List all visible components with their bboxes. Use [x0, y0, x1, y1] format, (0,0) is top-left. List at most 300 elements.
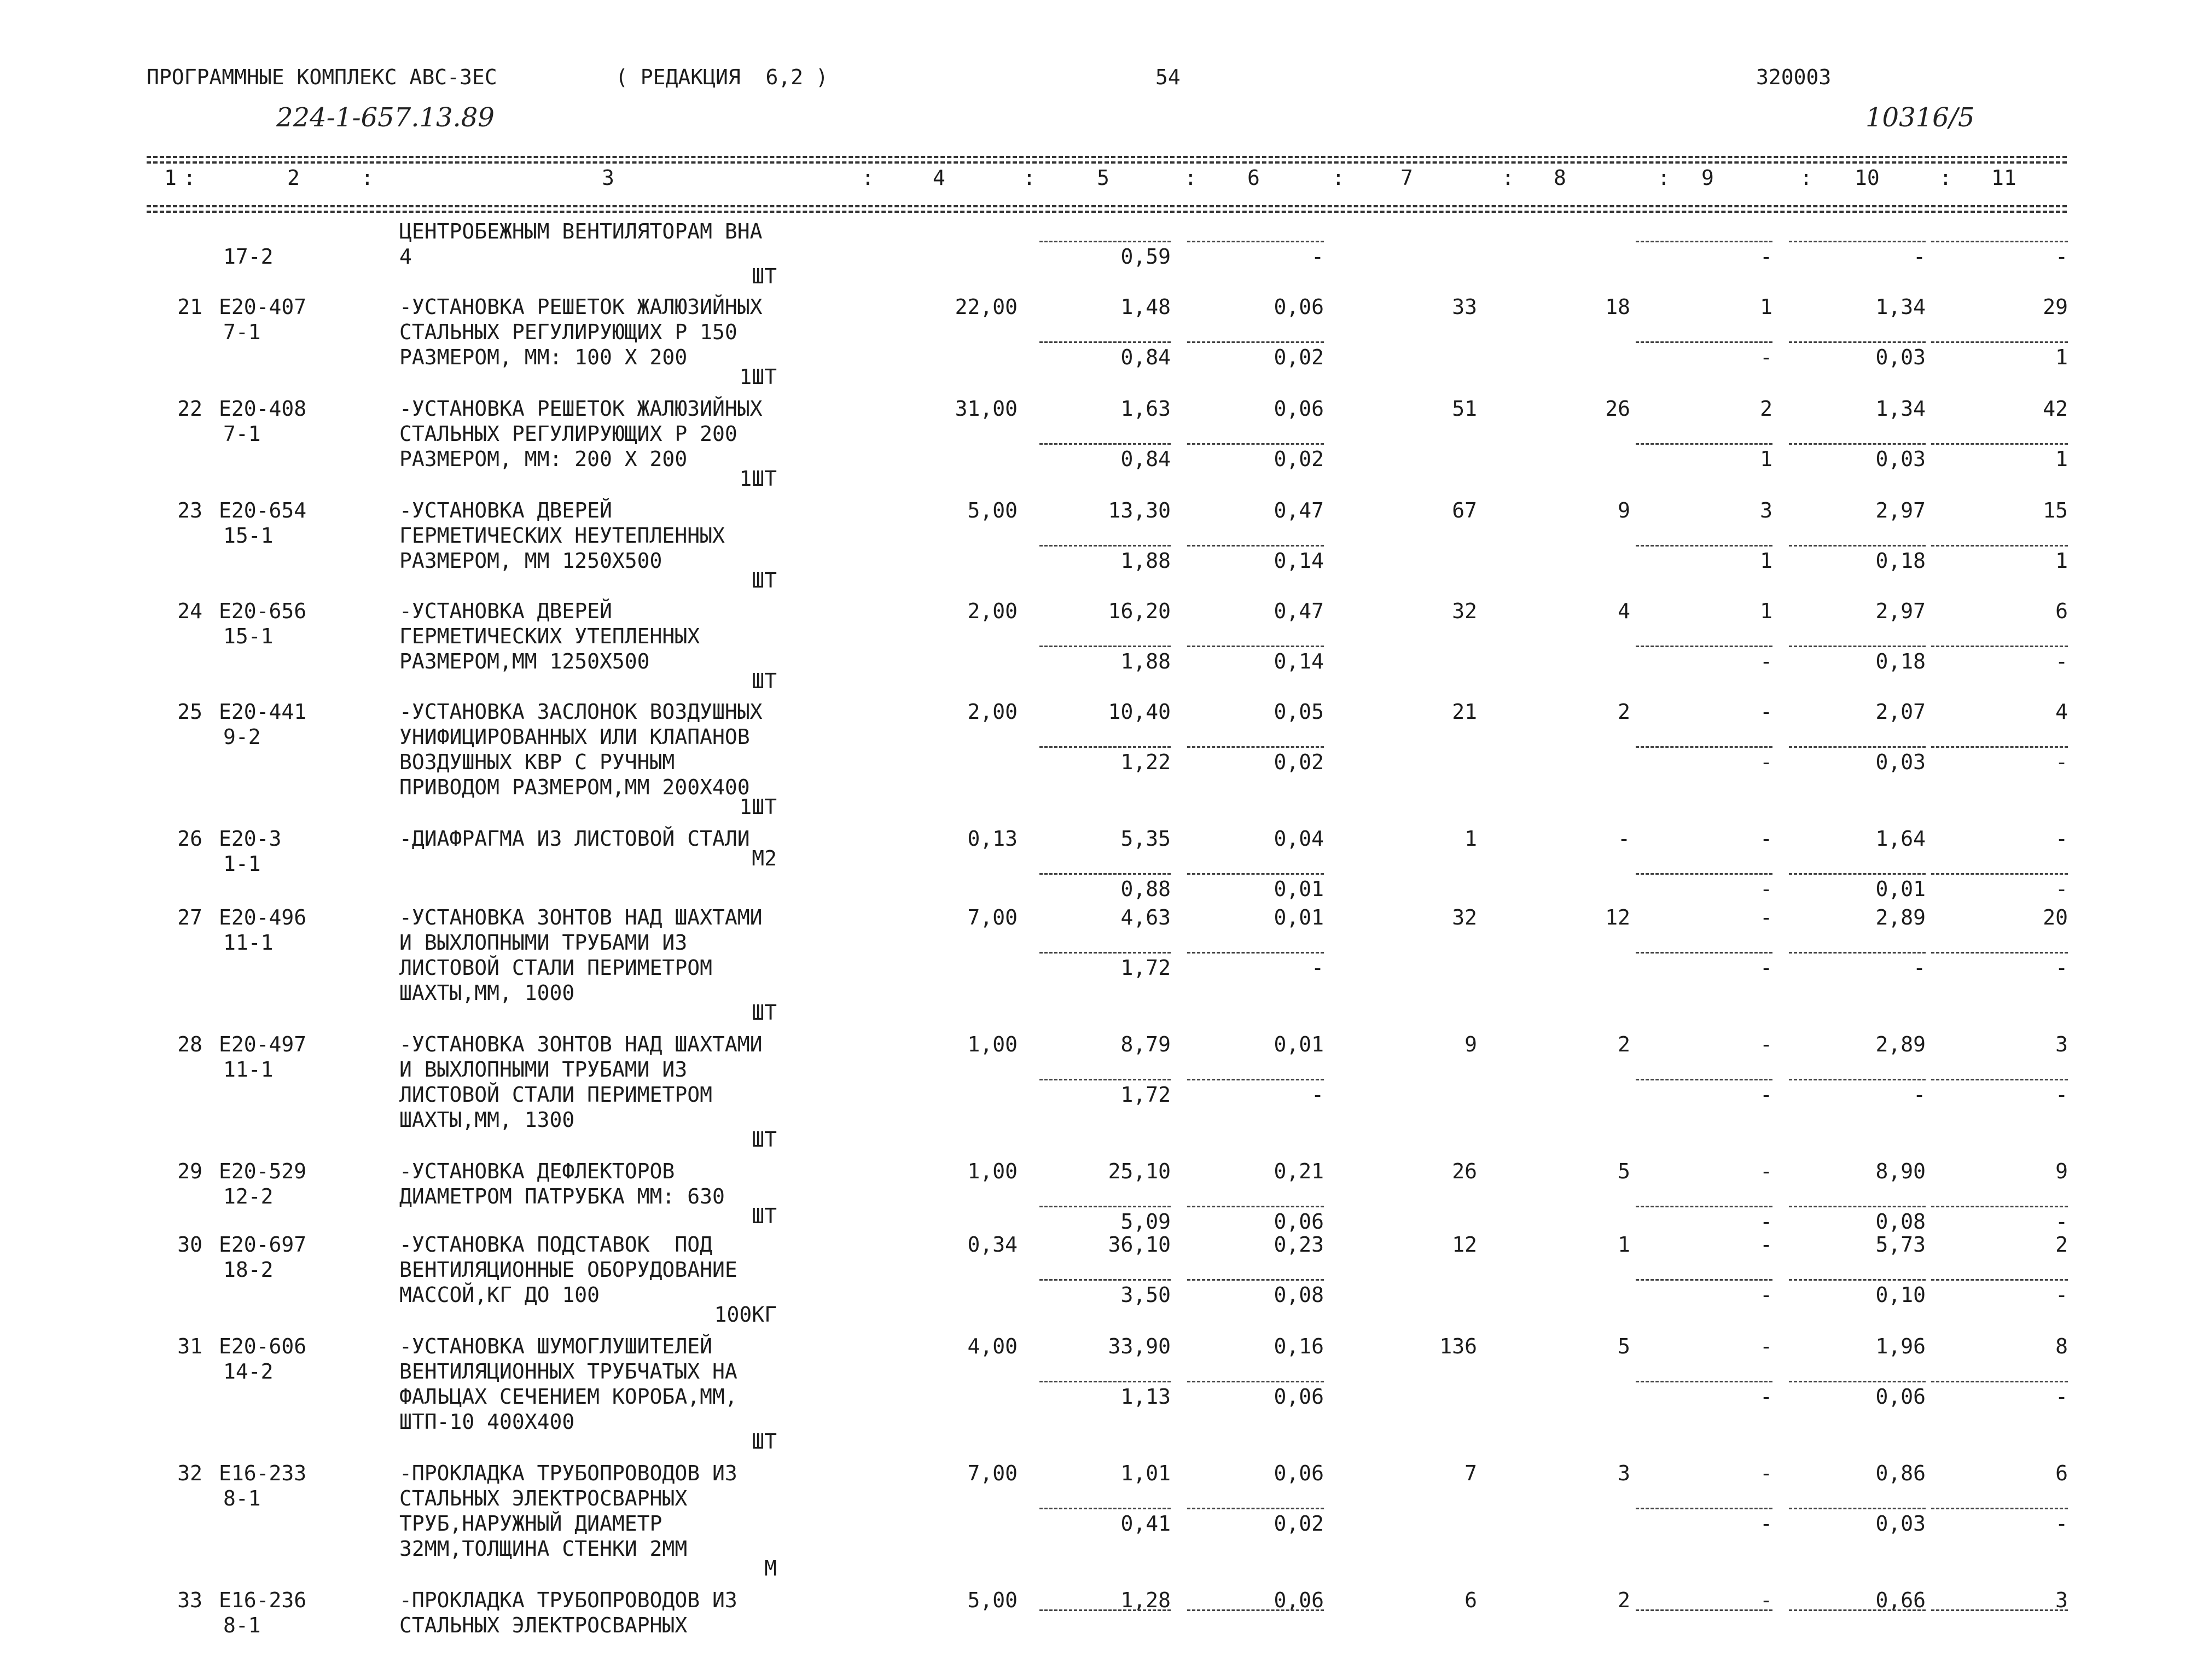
cell-cost-machine-wages: - [1760, 1083, 1772, 1107]
cell-labor-machine-total: - [2055, 1083, 2068, 1107]
column-separator: : [1800, 166, 1812, 190]
cell-labor-total: 6 [2055, 599, 2068, 623]
row-description: -УСТАНОВКА ЗОНТОВ НАД ШАХТАМИ [399, 905, 763, 929]
sub-rule [1636, 1508, 1772, 1509]
cell-labor-unit: 5,73 [1875, 1233, 1926, 1257]
sub-rule [1636, 1279, 1772, 1281]
cell-cost-machine-wages: - [1760, 956, 1772, 980]
row-description: ПРИВОДОМ РАЗМЕРОМ,ММ 200Х400 [399, 775, 750, 799]
row-number: 22 [177, 397, 202, 421]
row-code: Е20-407 [219, 295, 307, 319]
row-description: ДИАМЕТРОМ ПАТРУБКА ММ: 630 [399, 1184, 725, 1208]
row-description: 32ММ,ТОЛЩИНА СТЕНКИ 2ММ [399, 1537, 688, 1561]
row-number: 32 [177, 1461, 202, 1485]
cell-price-wages: 0,59 [1120, 245, 1171, 269]
cell-cost-total: 136 [1439, 1334, 1477, 1358]
row-code-sub: 9-2 [223, 725, 261, 749]
row-code-sub: 11-1 [223, 931, 274, 955]
cell-cost-total: 12 [1452, 1233, 1477, 1257]
code-number: 320003 [1756, 65, 1832, 89]
cell-cost-wages: 18 [1605, 295, 1630, 319]
sub-rule [1636, 646, 1772, 647]
cell-cost-wages: 12 [1605, 905, 1630, 929]
cell-labor-total: 15 [2043, 498, 2068, 522]
cell-cost-total: 67 [1452, 498, 1477, 522]
cell-price-machine: 0,01 [1274, 1032, 1324, 1056]
cell-labor-unit: 1,96 [1875, 1334, 1926, 1358]
row-code: Е20-654 [219, 498, 307, 522]
edition-label: ( РЕДАКЦИЯ 6,2 ) [615, 65, 828, 89]
sub-rule [1931, 646, 2068, 647]
cell-cost-wages: 5 [1618, 1159, 1630, 1183]
row-code: Е20-441 [219, 700, 307, 724]
row-description: РАЗМЕРОМ,ММ 1250Х500 [399, 649, 650, 673]
sub-rule [1039, 746, 1171, 748]
row-code: Е20-408 [219, 397, 307, 421]
sub-rule [1039, 1609, 1171, 1611]
cell-cost-machine: 1 [1760, 599, 1772, 623]
cell-labor-machine-total: 1 [2055, 447, 2068, 471]
row-description: ГЕРМЕТИЧЕСКИХ НЕУТЕПЛЕННЫХ [399, 524, 725, 548]
cell-labor-total: 9 [2055, 1159, 2068, 1183]
cell-quantity: 1,00 [967, 1159, 1018, 1183]
row-description: -УСТАНОВКА ЗАСЛОНОК ВОЗДУШНЫХ [399, 700, 763, 724]
sub-rule [1187, 1079, 1324, 1080]
sub-rule [1187, 1279, 1324, 1281]
row-code: Е20-656 [219, 599, 307, 623]
sub-rule [1789, 1079, 1926, 1080]
cell-cost-machine-wages: - [1760, 345, 1772, 369]
cell-price-wages: 1,88 [1120, 649, 1171, 673]
cell-price-machine: 0,06 [1274, 1461, 1324, 1485]
cell-price-machine: 0,21 [1274, 1159, 1324, 1183]
sub-rule [1789, 873, 1926, 875]
cell-price-machine-wages: 0,02 [1274, 345, 1324, 369]
cell-labor-machine: - [1913, 245, 1926, 269]
sub-rule [1636, 746, 1772, 748]
row-code-sub: 12-2 [223, 1184, 274, 1208]
cell-price-machine: 0,04 [1274, 827, 1324, 851]
sub-rule [1636, 1206, 1772, 1207]
row-description: РАЗМЕРОМ, ММ 1250Х500 [399, 549, 662, 573]
row-code-sub: 8-1 [223, 1486, 261, 1510]
cell-quantity: 2,00 [967, 700, 1018, 724]
sub-rule [1039, 1206, 1171, 1207]
page-number: 54 [1155, 65, 1181, 89]
row-number: 30 [177, 1233, 202, 1257]
row-code: Е20-529 [219, 1159, 307, 1183]
cell-labor-total: 29 [2043, 295, 2068, 319]
cell-cost-wages: 5 [1618, 1334, 1630, 1358]
cell-price-total: 4,63 [1120, 905, 1171, 929]
cell-labor-total: 6 [2055, 1461, 2068, 1485]
sub-rule [1039, 1508, 1171, 1509]
column-separator: : [1184, 166, 1197, 190]
cell-price-machine-wages: 0,08 [1274, 1283, 1324, 1307]
header-bottom-line [147, 205, 2067, 207]
cell-labor-machine: 0,03 [1875, 750, 1926, 774]
column-header-11: 11 [1991, 166, 2016, 190]
sub-rule [1187, 873, 1324, 875]
row-code-sub: 11-1 [223, 1057, 274, 1082]
cell-labor-machine-total: 1 [2055, 345, 2068, 369]
row-description: ШАХТЫ,ММ, 1000 [399, 981, 575, 1005]
cell-price-wages: 3,50 [1120, 1283, 1171, 1307]
cell-quantity: 0,34 [967, 1233, 1018, 1257]
cell-cost-machine: - [1760, 1159, 1772, 1183]
cell-labor-machine-total: - [2055, 1210, 2068, 1234]
row-code: Е20-697 [219, 1233, 307, 1257]
cell-cost-total: 26 [1452, 1159, 1477, 1183]
sub-rule [1789, 545, 1926, 547]
cell-labor-machine: 0,18 [1875, 649, 1926, 673]
cell-cost-machine-wages: - [1760, 877, 1772, 901]
cell-price-machine: 0,23 [1274, 1233, 1324, 1257]
cell-price-machine-wages: 0,01 [1274, 877, 1324, 901]
cell-labor-unit: 0,86 [1875, 1461, 1926, 1485]
sub-rule [1636, 873, 1772, 875]
column-header-1: 1 [164, 166, 177, 190]
row-description: И ВЫХЛОПНЫМИ ТРУБАМИ ИЗ [399, 931, 688, 955]
sub-rule [1636, 1381, 1772, 1382]
sub-rule [1789, 1279, 1926, 1281]
column-separator: : [1939, 166, 1952, 190]
row-description: ВЕНТИЛЯЦИОННЫЕ ОБОРУДОВАНИЕ [399, 1258, 737, 1282]
cell-labor-machine: 0,06 [1875, 1385, 1926, 1409]
cell-cost-machine-wages: 1 [1760, 447, 1772, 471]
cell-cost-machine: - [1760, 1233, 1772, 1257]
row-unit: 1ШТ [739, 365, 777, 389]
row-description: -ПРОКЛАДКА ТРУБОПРОВОДОВ ИЗ [399, 1588, 737, 1612]
sub-rule [1931, 1381, 2068, 1382]
sub-rule [1039, 1381, 1171, 1382]
column-separator: : [183, 166, 196, 190]
row-code-sub: 7-1 [223, 422, 261, 446]
sub-rule [1789, 1508, 1926, 1509]
row-code: Е20-3 [219, 827, 282, 851]
row-number: 26 [177, 827, 202, 851]
row-unit: ШТ [752, 1204, 777, 1228]
sub-rule [1187, 443, 1324, 445]
cell-price-machine: 0,06 [1274, 295, 1324, 319]
cell-cost-total: 6 [1464, 1588, 1477, 1612]
row-description: МАССОЙ,КГ ДО 100 [399, 1283, 600, 1307]
cell-quantity: 31,00 [955, 397, 1018, 421]
header-bottom-line-2 [147, 211, 2067, 213]
sub-rule [1039, 1279, 1171, 1281]
cell-cost-total: 33 [1452, 295, 1477, 319]
cell-labor-machine: - [1913, 1083, 1926, 1107]
cell-labor-machine-total: - [2055, 956, 2068, 980]
column-separator: : [1332, 166, 1345, 190]
row-description: 4 [399, 245, 412, 269]
row-unit: ШТ [752, 1001, 777, 1025]
cell-cost-wages: 4 [1618, 599, 1630, 623]
cell-labor-machine: 0,03 [1875, 447, 1926, 471]
cell-cost-wages: 9 [1618, 498, 1630, 522]
cell-cost-machine: - [1760, 1588, 1772, 1612]
sub-rule [1931, 1079, 2068, 1080]
row-description: ВОЗДУШНЫХ КВР С РУЧНЫМ [399, 750, 675, 774]
cell-labor-machine-total: - [2055, 1385, 2068, 1409]
cell-labor-unit: 1,34 [1875, 397, 1926, 421]
cell-cost-machine-wages: - [1760, 649, 1772, 673]
cell-price-wages: 0,41 [1120, 1512, 1171, 1536]
cell-price-machine-wages: 0,02 [1274, 1512, 1324, 1536]
cell-cost-total: 32 [1452, 905, 1477, 929]
cell-labor-total: 2 [2055, 1233, 2068, 1257]
cell-price-total: 33,90 [1108, 1334, 1171, 1358]
row-description: ШТП-10 400Х400 [399, 1410, 575, 1434]
cell-labor-unit: 1,34 [1875, 295, 1926, 319]
row-description: РАЗМЕРОМ, ММ: 100 Х 200 [399, 345, 688, 369]
cell-price-machine-wages: 0,02 [1274, 750, 1324, 774]
header-top-line [147, 156, 2067, 158]
row-description: ЛИСТОВОЙ СТАЛИ ПЕРИМЕТРОМ [399, 956, 712, 980]
row-description: ШАХТЫ,ММ, 1300 [399, 1108, 575, 1132]
row-number: 31 [177, 1334, 202, 1358]
cell-labor-machine-total: - [2055, 750, 2068, 774]
cell-labor-total: 3 [2055, 1032, 2068, 1056]
cell-labor-machine-total: - [2055, 1283, 2068, 1307]
cell-price-total: 10,40 [1108, 700, 1171, 724]
row-code: Е20-606 [219, 1334, 307, 1358]
cell-cost-machine: - [1760, 700, 1772, 724]
cell-labor-machine: 0,01 [1875, 877, 1926, 901]
row-code: Е20-496 [219, 905, 307, 929]
row-description: -УСТАНОВКА ДВЕРЕЙ [399, 599, 612, 623]
sub-rule [1931, 341, 2068, 343]
cell-quantity: 2,00 [967, 599, 1018, 623]
cell-labor-machine: 0,18 [1875, 549, 1926, 573]
row-description: -УСТАНОВКА ЗОНТОВ НАД ШАХТАМИ [399, 1032, 763, 1056]
cell-cost-wages: - [1618, 827, 1630, 851]
cell-labor-machine-total: 1 [2055, 549, 2068, 573]
cell-price-total: 1,48 [1120, 295, 1171, 319]
sub-rule [1039, 545, 1171, 547]
sub-rule [1931, 873, 2068, 875]
cell-cost-machine: - [1760, 905, 1772, 929]
cell-cost-machine-wages: - [1760, 1385, 1772, 1409]
row-description: ВЕНТИЛЯЦИОННЫХ ТРУБЧАТЫХ НА [399, 1359, 737, 1383]
cell-quantity: 7,00 [967, 905, 1018, 929]
sub-rule [1187, 241, 1324, 242]
row-description: СТАЛЬНЫХ РЕГУЛИРУЮЩИХ Р 150 [399, 320, 737, 344]
row-number: 21 [177, 295, 202, 319]
column-header-8: 8 [1554, 166, 1566, 190]
sub-rule [1789, 443, 1926, 445]
cell-quantity: 22,00 [955, 295, 1018, 319]
program-title: ПРОГРАММНЫЕ КОМПЛЕКС АВС-3ЕС [147, 65, 497, 89]
sub-rule [1931, 545, 2068, 547]
sub-rule [1636, 1609, 1772, 1611]
cell-cost-machine: - [1760, 1461, 1772, 1485]
row-code-sub: 8-1 [223, 1613, 261, 1637]
sub-rule [1931, 443, 2068, 445]
cell-cost-total: 21 [1452, 700, 1477, 724]
cell-price-machine: 0,01 [1274, 905, 1324, 929]
cell-cost-wages: 2 [1618, 1588, 1630, 1612]
sub-rule [1789, 746, 1926, 748]
row-description: УНИФИЦИРОВАННЫХ ИЛИ КЛАПАНОВ [399, 725, 750, 749]
cell-price-machine: 0,05 [1274, 700, 1324, 724]
sub-rule [1187, 1508, 1324, 1509]
cell-cost-machine: - [1760, 1334, 1772, 1358]
cell-cost-machine: 2 [1760, 397, 1772, 421]
cell-price-total: 16,20 [1108, 599, 1171, 623]
cell-cost-total: 51 [1452, 397, 1477, 421]
cell-cost-total: 7 [1464, 1461, 1477, 1485]
row-number: 28 [177, 1032, 202, 1056]
cell-price-total: 25,10 [1108, 1159, 1171, 1183]
cell-labor-unit: 0,66 [1875, 1588, 1926, 1612]
cell-labor-unit: 1,64 [1875, 827, 1926, 851]
cell-price-machine-wages: 0,14 [1274, 649, 1324, 673]
row-unit: М2 [752, 846, 777, 870]
cell-cost-wages: 1 [1618, 1233, 1630, 1257]
cell-price-wages: 1,72 [1120, 1083, 1171, 1107]
column-header-3: 3 [602, 166, 614, 190]
cell-price-machine-wages: - [1311, 245, 1324, 269]
cell-cost-machine-wages: 1 [1760, 549, 1772, 573]
row-code-sub: 14-2 [223, 1359, 274, 1383]
sub-rule [1636, 1079, 1772, 1080]
row-code-sub: 15-1 [223, 524, 274, 548]
row-unit: 100КГ [714, 1303, 777, 1327]
cell-price-wages: 0,84 [1120, 345, 1171, 369]
row-description: -ПРОКЛАДКА ТРУБОПРОВОДОВ ИЗ [399, 1461, 737, 1485]
row-number: 27 [177, 905, 202, 929]
sub-rule [1187, 646, 1324, 647]
row-code: Е20-497 [219, 1032, 307, 1056]
cell-cost-machine-wages: - [1760, 1283, 1772, 1307]
cell-quantity: 0,13 [967, 827, 1018, 851]
column-header-6: 6 [1247, 166, 1260, 190]
sub-rule [1187, 341, 1324, 343]
row-description: -УСТАНОВКА РЕШЕТОК ЖАЛЮЗИЙНЫХ [399, 295, 763, 319]
row-number: 25 [177, 700, 202, 724]
sub-rule [1187, 952, 1324, 954]
doc-number-handwritten: 224-1-657.13.89 [276, 102, 495, 133]
cell-cost-wages: 3 [1618, 1461, 1630, 1485]
sub-rule [1039, 873, 1171, 875]
sub-rule [1039, 1079, 1171, 1080]
cell-price-machine: 0,47 [1274, 599, 1324, 623]
sub-rule [1636, 545, 1772, 547]
cell-price-machine-wages: 0,06 [1274, 1210, 1324, 1234]
cell-quantity: 5,00 [967, 1588, 1018, 1612]
row-description: -УСТАНОВКА ШУМОГЛУШИТЕЛЕЙ [399, 1334, 712, 1358]
sub-rule [1039, 646, 1171, 647]
sub-rule [1931, 952, 2068, 954]
cell-price-machine-wages: 0,06 [1274, 1385, 1324, 1409]
cell-price-machine: 0,47 [1274, 498, 1324, 522]
column-separator: : [1023, 166, 1036, 190]
row-description: И ВЫХЛОПНЫМИ ТРУБАМИ ИЗ [399, 1057, 688, 1082]
row-description: СТАЛЬНЫХ ЭЛЕКТРОСВАРНЫХ [399, 1613, 688, 1637]
cell-price-wages: 1,88 [1120, 549, 1171, 573]
sub-rule [1636, 443, 1772, 445]
cell-cost-machine: 1 [1760, 295, 1772, 319]
column-separator: : [1502, 166, 1514, 190]
cell-labor-unit: 8,90 [1875, 1159, 1926, 1183]
cell-quantity: 1,00 [967, 1032, 1018, 1056]
sub-rule [1789, 341, 1926, 343]
cell-price-wages: 0,88 [1120, 877, 1171, 901]
cell-cost-wages: 26 [1605, 397, 1630, 421]
cell-cost-wages: 2 [1618, 700, 1630, 724]
row-unit: ШТ [752, 1429, 777, 1454]
row-description: -УСТАНОВКА РЕШЕТОК ЖАЛЮЗИЙНЫХ [399, 397, 763, 421]
row-unit: 1ШТ [739, 795, 777, 819]
row-description: ЛИСТОВОЙ СТАЛИ ПЕРИМЕТРОМ [399, 1083, 712, 1107]
sub-rule [1636, 952, 1772, 954]
cell-cost-machine: 3 [1760, 498, 1772, 522]
row-code-sub: 1-1 [223, 852, 261, 876]
column-header-9: 9 [1701, 166, 1714, 190]
cell-labor-total: - [2055, 827, 2068, 851]
cell-quantity: 7,00 [967, 1461, 1018, 1485]
cell-labor-total: 8 [2055, 1334, 2068, 1358]
cell-labor-machine-total: - [2055, 1512, 2068, 1536]
sub-rule [1789, 1206, 1926, 1207]
cell-price-total: 5,35 [1120, 827, 1171, 851]
cell-labor-unit: 2,97 [1875, 599, 1926, 623]
row-code-sub: 18-2 [223, 1258, 274, 1282]
cell-cost-machine: - [1760, 827, 1772, 851]
cell-cost-wages: 2 [1618, 1032, 1630, 1056]
sub-rule [1187, 746, 1324, 748]
column-header-2: 2 [287, 166, 300, 190]
cell-cost-total: 32 [1452, 599, 1477, 623]
cell-price-machine-wages: 0,14 [1274, 549, 1324, 573]
cell-price-total: 13,30 [1108, 498, 1171, 522]
sub-rule [1931, 746, 2068, 748]
cell-labor-total: 3 [2055, 1588, 2068, 1612]
cell-cost-machine-wages: - [1760, 1210, 1772, 1234]
cell-price-wages: 5,09 [1120, 1210, 1171, 1234]
column-header-4: 4 [933, 166, 945, 190]
row-unit: ШТ [752, 1127, 777, 1152]
cell-price-machine-wages: - [1311, 956, 1324, 980]
cell-price-total: 8,79 [1120, 1032, 1171, 1056]
sub-rule [1789, 1381, 1926, 1382]
row-number: 24 [177, 599, 202, 623]
cell-price-wages: 0,84 [1120, 447, 1171, 471]
cell-labor-machine-total: - [2055, 649, 2068, 673]
cell-labor-total: 4 [2055, 700, 2068, 724]
cell-labor-unit: 2,97 [1875, 498, 1926, 522]
row-description: СТАЛЬНЫХ РЕГУЛИРУЮЩИХ Р 200 [399, 422, 737, 446]
cell-price-machine: 0,06 [1274, 397, 1324, 421]
sub-rule [1789, 1609, 1926, 1611]
sub-rule [1931, 1279, 2068, 1281]
cell-price-total: 1,28 [1120, 1588, 1171, 1612]
sub-rule [1931, 241, 2068, 242]
cell-labor-machine: 0,08 [1875, 1210, 1926, 1234]
cell-labor-unit: 2,89 [1875, 905, 1926, 929]
cell-labor-total: 42 [2043, 397, 2068, 421]
sub-rule [1636, 341, 1772, 343]
row-code-sub: 17-2 [223, 245, 274, 269]
cell-price-machine-wages: 0,02 [1274, 447, 1324, 471]
row-unit: 1ШТ [739, 467, 777, 491]
row-unit: ШТ [752, 264, 777, 288]
column-header-5: 5 [1097, 166, 1109, 190]
sub-rule [1187, 1206, 1324, 1207]
cell-price-total: 1,01 [1120, 1461, 1171, 1485]
column-separator: : [862, 166, 874, 190]
